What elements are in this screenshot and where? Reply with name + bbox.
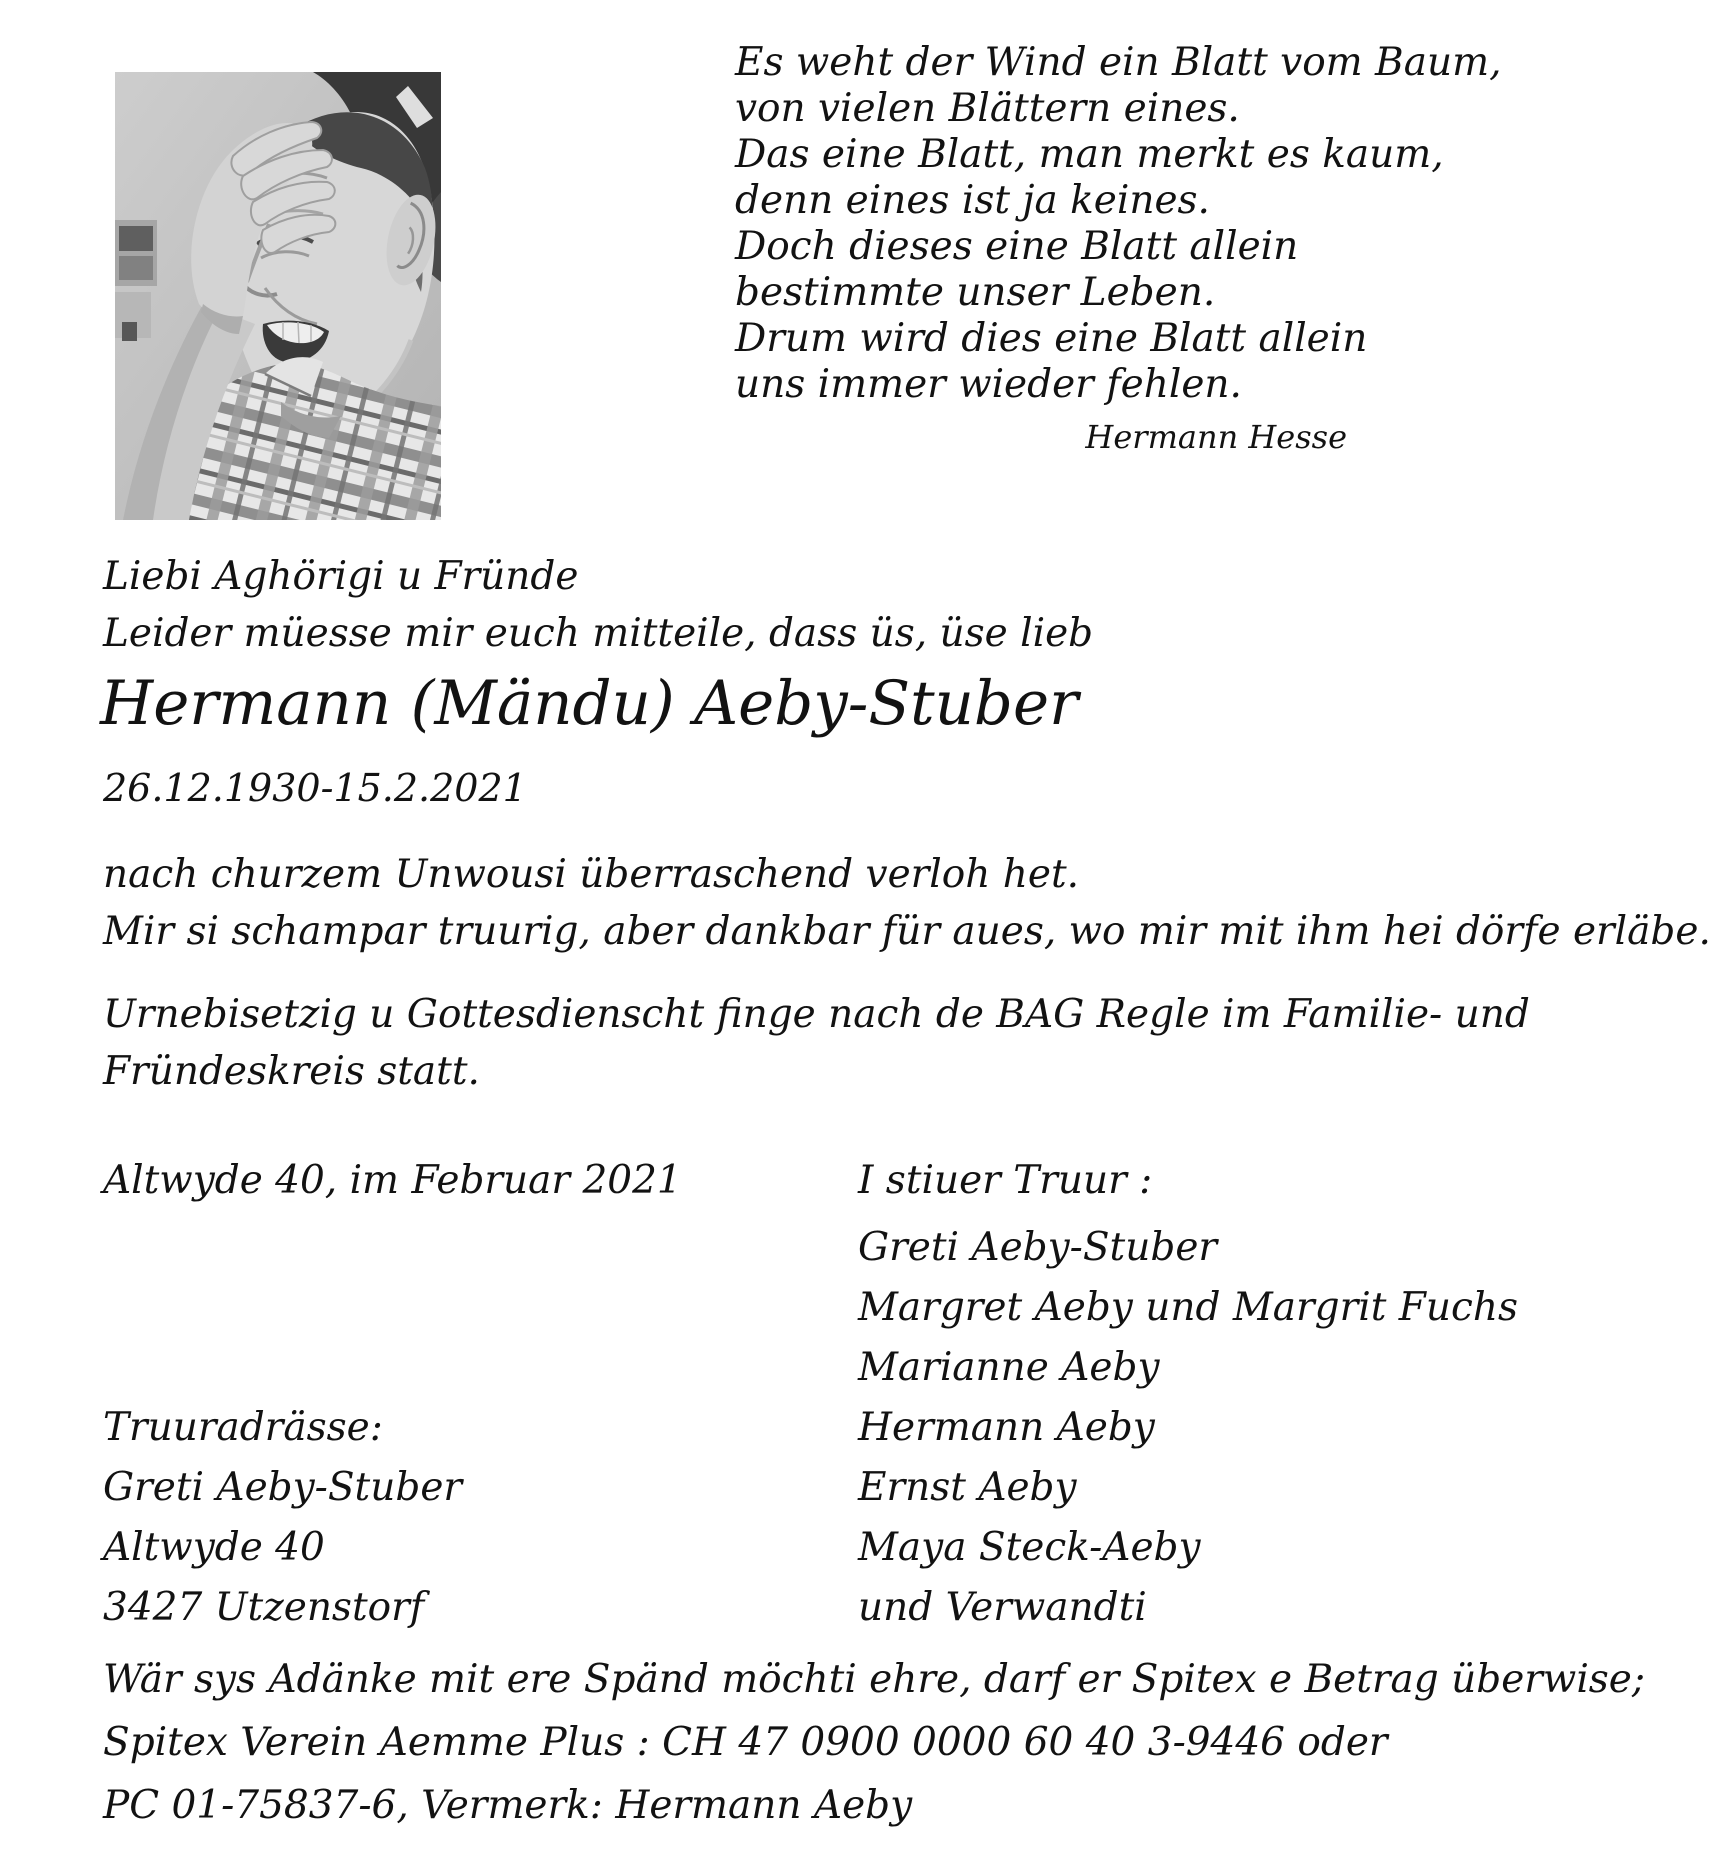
wall-pictures (115, 220, 157, 341)
donation-line: Wär sys Adänke mit ere Spänd möchti ehre, darf er Spitex e Betrag überwise; (103, 1657, 1646, 1702)
service-line: Urnebisetzig u Gottesdienscht finge nach de BAG Regle im Familie- und (103, 992, 1530, 1037)
mourner-name: Margret Aeby und Margrit Fuchs (858, 1285, 1518, 1330)
donation-line: PC 01-75837-6, Vermerk: Hermann Aeby (103, 1783, 913, 1828)
poem-line: Das eine Blatt, man merkt es kaum, (735, 132, 1444, 177)
announcement (103, 846, 1711, 960)
mourner-name: und Verwandti (858, 1585, 1147, 1630)
donation-line: Spitex Verein Aemme Plus : CH 47 0900 0000 60 40 3-9446 oder (103, 1720, 1388, 1765)
mourner-name: Maya Steck-Aeby (858, 1525, 1201, 1570)
poem-line: von vielen Blättern eines. (735, 86, 1240, 131)
poem-line: Drum wird dies eine Blatt allein (735, 316, 1368, 361)
mourner-name: Hermann Aeby (858, 1405, 1155, 1450)
mourning-address (103, 1398, 462, 1638)
portrait-photo (115, 72, 441, 520)
service-info (103, 986, 1530, 1100)
poem-line: Es weht der Wind ein Blatt vom Baum, (735, 40, 1502, 85)
poem-attribution: Hermann Hesse (1085, 418, 1347, 456)
mourning-address-line: 3427 Utzenstorf (103, 1585, 425, 1630)
announcement-line: Mir si schampar truurig, aber dankbar für aues, wo mir mit ihm hei dörfe erläbe. (103, 909, 1711, 954)
deceased-name: Hermann (Mändu) Aeby-Stuber (100, 668, 1079, 739)
poem (735, 40, 1502, 460)
mourner-name: Greti Aeby-Stuber (858, 1225, 1218, 1270)
poem-line: denn eines ist ja keines. (735, 178, 1210, 223)
deceased-dates: 26.12.1930-15.2.2021 (103, 766, 527, 810)
dateline: Altwyde 40, im Februar 2021 (103, 1158, 682, 1203)
portrait-photo-graphic (115, 72, 441, 520)
greeting (103, 548, 1093, 662)
mourning-address-line: Greti Aeby-Stuber (103, 1465, 463, 1510)
mourners-heading: I stiuer Truur : (858, 1158, 1153, 1203)
donation-note (103, 1648, 1645, 1837)
poem-line: bestimmte unser Leben. (735, 270, 1216, 315)
mourning-address-heading: Truuradrässe: (103, 1405, 383, 1450)
announcement-line: nach churzem Unwousi überraschend verloh het. (103, 852, 1080, 897)
mourners-list (858, 1218, 1518, 1638)
poem-line: Doch dieses eine Blatt allein (735, 224, 1299, 269)
mourner-name: Marianne Aeby (858, 1345, 1160, 1390)
mourner-name: Ernst Aeby (858, 1465, 1077, 1510)
greeting-line: Leider müesse mir euch mitteile, dass üs, üse lieb (103, 611, 1094, 656)
service-line: Fründeskreis statt. (103, 1049, 480, 1094)
mourning-address-line: Altwyde 40 (103, 1525, 325, 1570)
poem-line: uns immer wieder fehlen. (735, 362, 1242, 407)
greeting-line: Liebi Aghörigi u Fründe (103, 554, 579, 599)
